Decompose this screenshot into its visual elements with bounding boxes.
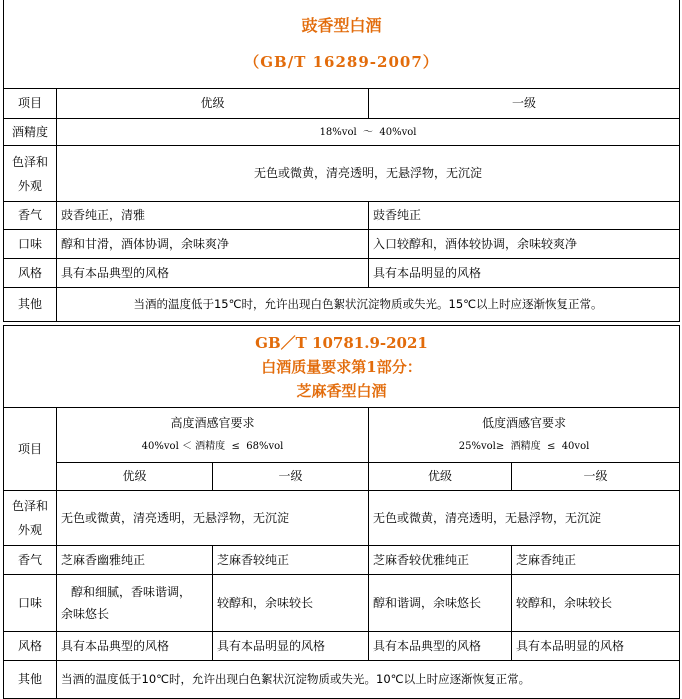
s2-aroma-low-grade2: 芝麻香纯正	[512, 546, 680, 575]
chixiang-standard-table	[3, 0, 680, 322]
section2-title-line3: 芝麻香型白酒	[296, 381, 387, 400]
header-item: 项目	[4, 89, 57, 119]
s2-style-low-grade2: 具有本品明显的风格	[512, 632, 680, 661]
low-title: 低度酒感官要求	[482, 416, 567, 430]
high-grade2-header: 一级	[213, 463, 369, 491]
taste-grade1: 醇和甘滑，酒体协调，余味爽净	[57, 230, 369, 259]
s2-taste-high-grade1-line1: 醇和细腻，香味谐调，	[71, 585, 192, 599]
s2-header-item: 项目	[4, 408, 57, 491]
section2-title-cell	[4, 326, 680, 408]
s2-style-low-grade1: 具有本品典型的风格	[369, 632, 512, 661]
abv-value: 18%vol ～ 40%vol	[57, 119, 680, 146]
color-label	[4, 146, 57, 202]
s2-style-label: 风格	[4, 632, 57, 661]
low-grade2-header: 一级	[512, 463, 680, 491]
section2-title-line1: GB／T 10781.9-2021	[255, 333, 428, 352]
s2-aroma-high-grade1: 芝麻香幽雅纯正	[57, 546, 213, 575]
style-grade1: 具有本品典型的风格	[57, 259, 369, 288]
s2-color-label-line1: 色泽和	[11, 499, 48, 513]
high-title: 高度酒感官要求	[170, 416, 255, 430]
s2-color-label-line2: 外观	[17, 523, 42, 537]
header-grade1: 优级	[57, 89, 369, 119]
low-range: 25%vol≥ 酒精度 ≤ 40vol	[458, 441, 590, 452]
s2-taste-low-grade2: 较醇和，余味较长	[512, 575, 680, 632]
section1-title-cell	[4, 0, 680, 89]
other-label: 其他	[4, 288, 57, 322]
aroma-label: 香气	[4, 202, 57, 230]
high-header	[57, 408, 369, 463]
aroma-grade2: 豉香纯正	[369, 202, 680, 230]
taste-grade2: 入口较醇和，酒体较协调，余味较爽净	[369, 230, 680, 259]
high-range: 40%vol ＜ 酒精度 ≤ 68%vol	[141, 441, 284, 452]
taste-label: 口味	[4, 230, 57, 259]
other-value: 当酒的温度低于15℃时，允许出现白色絮状沉淀物质或失光。15℃以上时应逐渐恢复正常。	[57, 288, 680, 322]
section2-title-line2: 白酒质量要求第1部分：	[261, 357, 422, 376]
s2-aroma-label: 香气	[4, 546, 57, 575]
s2-taste-low-grade1: 醇和谐调，余味悠长	[369, 575, 512, 632]
s2-color-low: 无色或微黄，清亮透明，无悬浮物，无沉淀	[369, 491, 680, 546]
s2-style-high-grade1: 具有本品典型的风格	[57, 632, 213, 661]
s2-color-label	[4, 491, 57, 546]
low-header	[369, 408, 680, 463]
s2-taste-high-grade1	[57, 575, 213, 632]
s2-color-high: 无色或微黄，清亮透明，无悬浮物，无沉淀	[57, 491, 369, 546]
aroma-grade1: 豉香纯正，清雅	[57, 202, 369, 230]
color-label-line2: 外观	[17, 178, 42, 193]
s2-taste-high-grade1-line2: 余味悠长	[61, 607, 110, 621]
s2-aroma-high-grade2: 芝麻香较纯正	[213, 546, 369, 575]
section1-standard: （GB/T 16289-2007）	[244, 52, 439, 71]
style-grade2: 具有本品明显的风格	[369, 259, 680, 288]
color-value: 无色或微黄，清亮透明，无悬浮物，无沉淀	[57, 146, 680, 202]
low-grade1-header: 优级	[369, 463, 512, 491]
high-grade1-header: 优级	[57, 463, 213, 491]
s2-taste-high-grade2: 较醇和，余味较长	[213, 575, 369, 632]
style-label: 风格	[4, 259, 57, 288]
color-label-line1: 色泽和	[11, 154, 48, 169]
zhimaxiang-standard-table	[3, 325, 680, 699]
header-grade2: 一级	[369, 89, 680, 119]
s2-other-value: 当酒的温度低于10℃时，允许出现白色絮状沉淀物质或失光。10℃以上时应逐渐恢复正常。	[57, 661, 680, 699]
s2-taste-label: 口味	[4, 575, 57, 632]
section1-title: 豉香型白酒	[301, 15, 382, 35]
abv-label: 酒精度	[4, 119, 57, 146]
s2-aroma-low-grade1: 芝麻香较优雅纯正	[369, 546, 512, 575]
s2-other-label: 其他	[4, 661, 57, 699]
s2-style-high-grade2: 具有本品明显的风格	[213, 632, 369, 661]
